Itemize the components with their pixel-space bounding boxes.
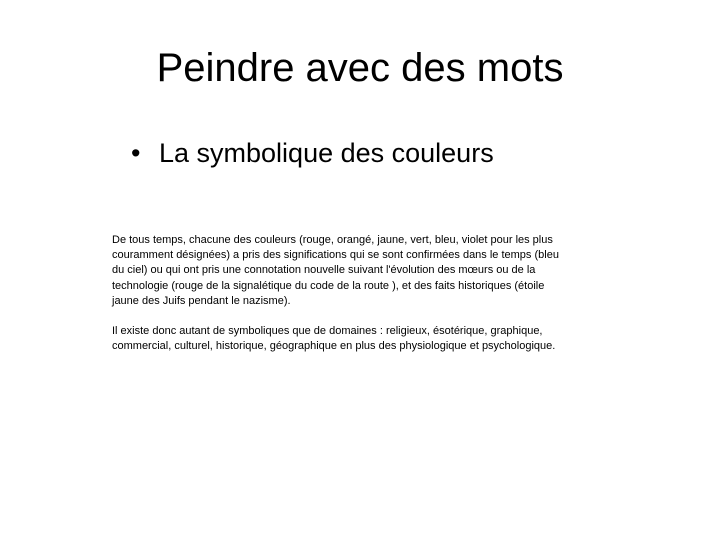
bullet-text: La symbolique des couleurs xyxy=(159,138,494,168)
bullet-item-symbolique xyxy=(131,136,494,170)
bullet-point-icon: • xyxy=(131,138,141,168)
paragraph-line: commercial, culturel, historique, géographique en plus des physiologique et psychologique. xyxy=(112,340,556,353)
paragraph-line: De tous temps, chacune des couleurs (rouge, orangé, jaune, vert, bleu, violet pour les plus xyxy=(112,234,553,246)
paragraph-colors-history xyxy=(112,233,612,309)
paragraph-line: Il existe donc autant de symboliques que de domaines : religieux, ésotérique, graphique, xyxy=(112,325,543,338)
paragraph-line: technologie (rouge de la signalétique du code de la route ), et des faits historiques (étoile xyxy=(112,279,545,292)
body-text xyxy=(112,233,612,354)
bullet-list xyxy=(131,136,494,170)
slide-title: Peindre avec des mots xyxy=(156,46,564,90)
paragraph-line: du ciel) ou qui ont pris une connotation nouvelle suivant l'évolution des mœurs ou de la xyxy=(112,264,536,277)
paragraph-line: couramment désignées) a pris des significations qui se sont confirmées dans le temps (bleu xyxy=(112,249,559,262)
paragraph-line: jaune des Juifs pendant le nazisme). xyxy=(112,294,291,307)
paragraph-symbolic-domains xyxy=(112,324,612,354)
